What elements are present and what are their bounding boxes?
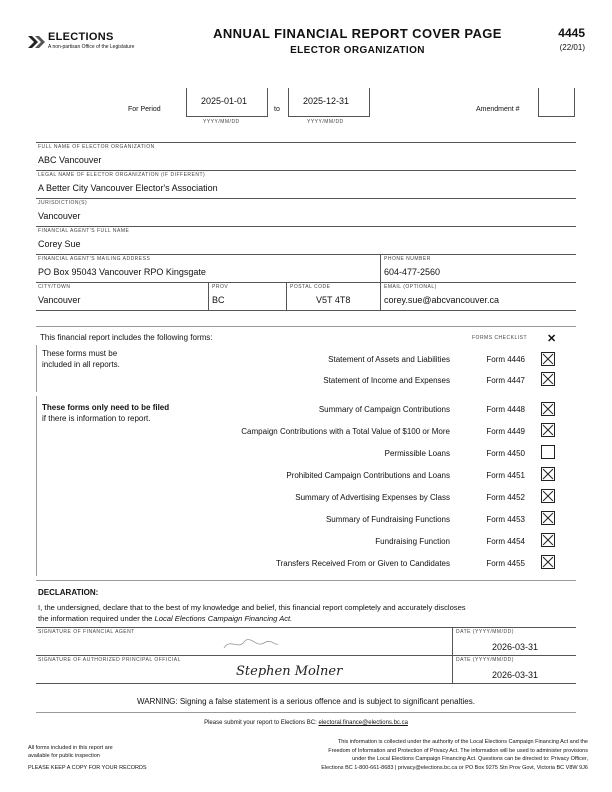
declaration-heading: DECLARATION: [38,588,99,597]
period-start-value: 2025-01-01 [201,96,248,106]
forms-intro: This financial report includes the following forms: [40,333,213,342]
footer-privacy [228,738,588,772]
signature1-date-label: DATE (YYYY/MM/DD) [456,629,514,635]
form-version: (22/01) [559,43,585,52]
footer-left [28,744,147,772]
form-row-4450 [150,447,540,461]
address-value[interactable]: PO Box 95043 Vancouver RPO Kingsgate [38,267,206,277]
checkbox-form-4451[interactable] [541,467,555,481]
agent-name-label: FINANCIAL AGENT'S FULL NAME [38,228,130,234]
submit-text: Please submit your report to Elections BC: [204,720,317,726]
warning-text: WARNING: Signing a false statement is a serious offence and is subject to significant penalties. [137,697,475,706]
period-start-hint: YYYY/MM/DD [203,119,240,125]
declaration-line2-text: the information required under the [38,614,153,623]
form-number: Form 4452 [486,493,525,502]
forms-checklist-label: FORMS CHECKLIST [472,335,528,341]
signature2-date[interactable]: 2026-03-31 [492,670,539,680]
signature2-date-label: DATE (YYYY/MM/DD) [456,657,514,663]
declaration-line1: I, the undersigned, declare that to the best of my knowledge and belief, this financial report completely and accurately discloses [38,603,466,612]
form-title: Prohibited Campaign Contributions and Loans [286,471,450,480]
checkbox-form-4450[interactable] [541,445,555,459]
form-title: Statement of Income and Expenses [323,376,450,385]
full-name-label: FULL NAME OF ELECTOR ORGANIZATION [38,144,155,150]
postal-label: POSTAL CODE [290,284,331,290]
legal-name-label: LEGAL NAME OF ELECTOR ORGANIZATION (IF DIFFERENT) [38,172,206,178]
footer-privacy-line1: This information is collected under the authority of the Local Elections Campaign Financing Act and the [337,739,588,745]
logo-text: ELECTIONS [48,31,114,43]
elections-bc-logo [26,30,166,54]
required-note-line2: included in all reports. [42,360,120,369]
form-row-4447 [150,374,540,388]
footer-privacy-line2: Freedom of Information and Protection of Privacy Act. The information will be used to administer provisions [328,747,588,754]
jurisdiction-label: JURISDICTION(S) [38,200,88,206]
declaration-act: Local Elections Campaign Financing Act. [154,614,293,623]
jurisdiction-value[interactable]: Vancouver [38,211,81,221]
prov-label: PROV [212,284,229,290]
checkbox-form-4446[interactable] [541,352,555,366]
form-row-4455 [150,557,540,571]
signature1-label: SIGNATURE OF FINANCIAL AGENT [38,629,135,635]
amendment-field[interactable] [538,88,575,117]
signature1-field[interactable] [220,634,280,654]
address-label: FINANCIAL AGENT'S MAILING ADDRESS [38,256,151,262]
form-title: Statement of Assets and Liabilities [328,355,450,364]
form-number: Form 4455 [486,559,525,568]
form-number: Form 4447 [486,376,525,385]
checkbox-form-4454[interactable] [541,533,555,547]
prov-value[interactable]: BC [212,295,225,305]
declaration-text [38,602,578,624]
checkbox-form-4453[interactable] [541,511,555,525]
period-to-label: to [274,106,280,113]
amendment-label: Amendment # [476,106,520,113]
period-end-field[interactable] [288,88,370,117]
form-row-4453 [150,513,540,527]
agent-name-value[interactable]: Corey Sue [38,239,81,249]
signature1-date[interactable]: 2026-03-31 [492,642,539,652]
form-number: Form 4453 [486,515,525,524]
form-number: Form 4454 [486,537,525,546]
submit-email-link[interactable]: electoral.finance@elections.bc.ca [318,720,408,726]
legal-name-value[interactable]: A Better City Vancouver Elector's Association [38,183,218,193]
period-start-field[interactable] [186,88,268,117]
checkbox-form-4455[interactable] [541,555,555,569]
period-end-value: 2025-12-31 [303,96,350,106]
form-number: Form 4450 [486,449,525,458]
form-row-4451 [150,469,540,483]
footer-left-line3: PLEASE KEEP A COPY FOR YOUR RECORDS [28,765,147,771]
form-row-4448 [150,403,540,417]
form-title: Transfers Received From or Given to Candidates [276,559,450,568]
signature2-label: SIGNATURE OF AUTHORIZED PRINCIPAL OFFICIAL [38,657,181,663]
submit-line [36,720,576,726]
required-note [42,348,120,370]
declaration-line2 [38,613,578,624]
signature2-field[interactable]: Stephen Molner [236,664,343,679]
phone-label: PHONE NUMBER [384,256,431,262]
form-row-4452 [150,491,540,505]
page-title: ANNUAL FINANCIAL REPORT COVER PAGE [213,26,502,41]
period-end-hint: YYYY/MM/DD [307,119,344,125]
city-label: CITY/TOWN [38,284,71,290]
city-value[interactable]: Vancouver [38,295,81,305]
checkbox-form-4447[interactable] [541,372,555,386]
signature1-scribble-icon [220,634,280,654]
optional-note-line1: These forms only need to be filed [42,403,170,412]
footer-left-line1: All forms included in this report are [28,745,113,751]
form-number: Form 4448 [486,405,525,414]
form-row-4449 [150,425,540,439]
phone-value[interactable]: 604-477-2560 [384,267,441,277]
form-title: Summary of Campaign Contributions [318,405,450,414]
form-title: Permissible Loans [384,449,450,458]
checkbox-form-4449[interactable] [541,423,555,437]
form-row-4454 [150,535,540,549]
optional-note-line2: if there is information to report. [42,414,151,423]
email-value[interactable]: corey.sue@abcvancouver.ca [384,295,500,305]
form-row-4446 [150,353,540,367]
form-number: Form 4449 [486,427,525,436]
form-number: Form 4446 [486,355,525,364]
email-label: EMAIL (OPTIONAL) [384,284,437,290]
page-subtitle: ELECTOR ORGANIZATION [290,45,425,56]
form-number: Form 4451 [486,471,525,480]
footer-privacy-line3: under the Local Elections Campaign Financing Act. Questions can be directed to: Privacy Officer, [352,756,588,762]
footer-left-line2: available for public inspection [28,753,100,759]
form-title: Fundraising Function [375,537,450,546]
logo-tagline: A non-partisan Office of the Legislature [48,44,135,50]
form-title: Summary of Fundraising Functions [325,515,450,524]
footer-privacy-line4: Elections BC 1-800-661-8683 | privacy@elections.bc.ca or PO Box 9275 Stn Prov Govt, Victoria BC V8W 9J6 [321,764,588,771]
checkbox-form-4452[interactable] [541,489,555,503]
period-label: For Period [128,106,161,113]
form-title: Campaign Contributions with a Total Value of $100 or More [241,427,450,436]
form-number: 4445 [558,26,585,40]
form-title: Summary of Advertising Expenses by Class [295,493,450,502]
checkbox-form-4448[interactable] [541,402,555,416]
full-name-value[interactable]: ABC Vancouver [38,155,102,165]
checklist-x-icon: ✕ [547,333,557,345]
postal-value[interactable]: V5T 4T8 [316,295,351,305]
required-note-line1: These forms must be [42,349,118,358]
logo-icon [26,32,48,52]
